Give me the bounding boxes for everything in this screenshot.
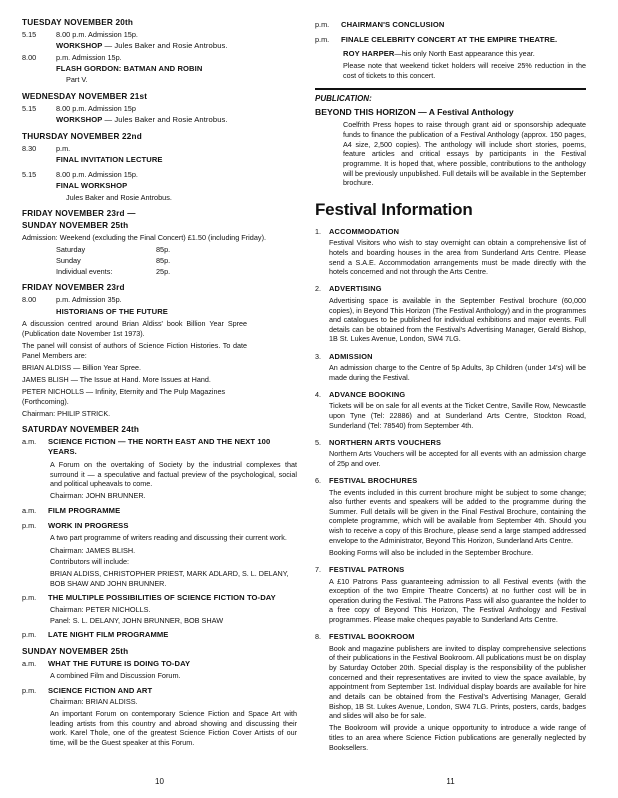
entry-time: p.m. [22,520,37,530]
event-chairman: Chairman: PETER NICHOLLS. [50,604,151,614]
event-title-text: WHAT THE FUTURE IS DOING TO-DAY [48,659,191,669]
schedule-day-heading: FRIDAY NOVEMBER 23rd — [22,209,136,219]
event-paragraph: The panel will consist of authors of Science Fiction Histories. To date Panel Members are: [22,340,247,360]
info-item-paragraph: An admission charge to the Centre of 5p Adults, 3p Children (under 14's) will be made during the Festival. [329,363,586,382]
info-item-number: 5. [315,437,321,447]
entry-time: a.m. [22,505,37,515]
info-item-number: 2. [315,284,321,294]
info-item-paragraph: Booking Forms will also be included in the September Brochure. [329,547,534,557]
info-item-title: ACCOMMODATION [329,226,400,236]
publication-body: Coelfrith Press hopes to raise through grant aid or sponsorship adequate funds to finance the publication of a Festival Anthology (approx. 150 pages, A4 size, 2,500 copies). The anthology will include short stories, poems, feature articles and critical essays by participants in the Festival programme. It is hoped that, where possible, contributions to the anthology will be previously unpublished. Full details will be available in the September brochure. [343,120,586,188]
publication-title: BEYOND THIS HORIZON — A Festival Anthology [315,107,514,118]
entry-time: 5.15 [22,30,37,39]
event-title-text: WORK IN PROGRESS [48,520,129,530]
info-item-number: 6. [315,476,321,486]
entry-time: a.m. [22,437,37,447]
price-label: Individual events: [56,266,113,276]
schedule-entry [22,437,297,457]
info-item [315,227,586,280]
schedule-entry [22,30,297,40]
event-title-text: LATE NIGHT FILM PROGRAMME [48,630,169,640]
info-item-paragraph: Northern Arts Vouchers will be accepted for all events with an admission charge of 25p and over. [329,449,586,468]
entry-time: 8.30 [22,144,37,154]
price-row [56,256,297,266]
schedule-event-title: FINAL INVITATION LECTURE [56,155,163,165]
price-row [56,267,297,277]
info-item-paragraph: Advertising space is available in the September Festival brochure (60,000 copies), in Beyond This Horizon (The Festival Anthology) and in the programmes and catalogues to be published for individual exhibitions and major events. Full details can be obtained from the Festival's Advertising Manager, Gerald Bishop, 1B St. Lukes Avenue, London, SW4 7LG. [329,295,586,344]
event-contributors: BRIAN ALDISS, CHRISTOPHER PRIEST, MARK ADLARD, S. L. DELANY, BOB SHAW AND JOHN BRUNNER. [50,568,289,588]
event-paragraph: PETER NICHOLLS — Infinity, Eternity and The Pulp Magazines (Forthcoming). [22,386,226,406]
event-title-text: THE MULTIPLE POSSIBILITIES OF SCIENCE FICTION TO-DAY [48,593,276,603]
schedule-day-heading: SUNDAY NOVEMBER 25th [22,221,129,231]
info-item [315,390,586,433]
schedule-entry [22,104,297,114]
info-item [315,565,586,627]
schedule-day-heading: TUESDAY NOVEMBER 20th [22,18,134,27]
entry-time: 8.00 [22,295,37,305]
entry-time: p.m. [22,593,37,603]
schedule-entry [22,53,297,63]
price-label: Saturday [56,244,86,254]
info-item-number: 3. [315,351,321,361]
price-value: 25p. [156,266,171,276]
event-paragraph: A Forum on the overtaking of Society by the industrial complexes that surround it — a speculative and factual preview of the psychological, social and political upheavals to come. [50,459,297,489]
info-item [315,352,586,385]
event-paragraph: JAMES BLISH — The Issue at Hand. More Issues at Hand. [22,374,211,384]
entry-time: p.m. [315,19,330,29]
entry-time: p.m. [315,34,330,44]
info-item-title: FESTIVAL PATRONS [329,565,405,575]
entry-text: 8.00 p.m. Admission 15p. [56,170,138,180]
schedule-day-heading: FRIDAY NOVEMBER 23rd [22,283,125,293]
price-value: 85p. [156,255,171,265]
info-item-title: FESTIVAL BOOKROOM [329,632,415,642]
event-panel: Panel: S. L. DELANY, JOHN BRUNNER, BOB SHAW [50,615,224,625]
schedule-day-heading: THURSDAY NOVEMBER 22nd [22,132,142,142]
entry-text: p.m. Admission 15p. [56,52,122,62]
festival-information-heading: Festival Information [315,199,473,219]
event-chairman: Chairman: JOHN BRUNNER. [50,491,146,501]
entry-time: p.m. [22,685,37,695]
schedule-entry [22,521,297,531]
info-item-title: FESTIVAL BROCHURES [329,476,418,486]
schedule-event-title [56,41,297,51]
event-paragraph: Chairman: PHILIP STRICK. [22,408,111,418]
entry-text: 8.00 p.m. Admission 15p. [56,30,138,39]
schedule-event-title: FINAL WORKSHOP [56,181,128,191]
left-page-column [22,18,297,792]
event-chairman: Chairman: JAMES BLISH. [50,545,136,555]
event-title-text: FILM PROGRAMME [48,505,121,515]
info-item-number: 4. [315,389,321,399]
info-item-title: ADMISSION [329,351,373,361]
info-item-title: ADVERTISING [329,284,382,294]
schedule-event-title: HISTORIANS OF THE FUTURE [56,306,168,316]
event-paragraph: An important Forum on contemporary Science Fiction and Space Art with leading artists from this country and abroad showing and discussing their work. Karel Thole, one of the greatest Science Fiction Cover Artists of our time, will be the Guest speaker at this Forum. [50,709,297,748]
schedule-entry [315,35,586,45]
schedule-entry [22,506,297,516]
info-item-number: 7. [315,565,321,575]
price-row [56,245,297,255]
info-item-number: 1. [315,226,321,236]
schedule-entry [22,170,297,180]
event-title-sub: — Jules Baker and Rosie Antrobus. [104,115,228,125]
event-paragraph: A discussion centred around Brian Aldiss' book Billion Year Spree (Publication date November 1st 1973). [22,319,247,338]
artist-name: ROY HARPER [343,48,395,58]
schedule-day-heading: WEDNESDAY NOVEMBER 21st [22,91,148,101]
info-item [315,476,586,560]
info-item-number: 8. [315,632,321,642]
event-artist [343,49,586,59]
event-title-text: WORKSHOP [56,115,103,125]
info-item-paragraph: Festival Visitors who wish to stay overnight can obtain a comprehensive list of hotels and boarding houses in the area from Sunderland Arts Centre. Please send a S.A.E. Accommodation arrangements must be made directly with the hotels concerned and not through the Arts Centre. [329,238,586,277]
event-chairman: Chairman: BRIAN ALDISS. [50,697,138,707]
event-note: A combined Film and Discussion Forum. [50,670,181,680]
entry-text: 8.00 p.m. Admission 15p [56,103,136,113]
publication-heading: PUBLICATION: [315,94,372,104]
price-value: 85p. [156,244,171,254]
event-title-text: WORKSHOP [56,41,103,51]
event-title-text: FINALE CELEBRITY CONCERT AT THE EMPIRE THEATRE. [341,34,558,44]
event-title-sub: — Jules Baker and Rosie Antrobus. [104,41,228,51]
entry-time: 5.15 [22,170,37,180]
event-paragraph: BRIAN ALDISS — Billion Year Spree. [22,362,142,372]
schedule-event-note: Jules Baker and Rosie Antrobus. [66,192,172,202]
info-item-paragraph: A £10 Patrons Pass guaranteeing admission to all Festival events (with the exception of the two Empire Theatre Concerts) at no further cost will be in operation during the Festival. The Patrons Pass will also guarantee the holder to a free copy of Beyond This Horizon, The Festival Anthology and Festival programmes. Please make cheques payable to Sunderland Arts Centre. [329,576,586,625]
concert-discount-note: Please note that weekend ticket holders will receive 25% reduction in the cost of tickets to this concert. [343,61,586,80]
schedule-day-heading: SATURDAY NOVEMBER 24th [22,425,140,435]
info-item-title: ADVANCE BOOKING [329,389,406,399]
event-title-text: SCIENCE FICTION — THE NORTH EAST AND THE NEXT 100 YEARS. [48,437,271,457]
info-item-title: NORTHERN ARTS VOUCHERS [329,437,442,447]
event-note: Contributors will include: [50,556,130,566]
schedule-event-title: FLASH GORDON: BATMAN AND ROBIN [56,63,203,73]
entry-time: p.m. [22,630,37,640]
schedule-event-title [56,115,297,125]
entry-time: a.m. [22,659,37,669]
info-item [315,438,586,471]
page-number-left: 10 [155,777,164,786]
right-page-column [315,18,586,792]
entry-time: 5.15 [22,103,37,113]
info-item-paragraph: The Bookroom will provide a unique opportunity to introduce a wide range of titles to an area where Science Fiction publications are generally neglected by Booksellers. [329,723,586,752]
schedule-entry [22,659,297,669]
schedule-entry [22,593,297,603]
entry-text: p.m. [56,144,71,154]
event-title-text: CHAIRMAN'S CONCLUSION [341,19,445,29]
price-label: Sunday [56,255,81,265]
schedule-day-heading: SUNDAY NOVEMBER 25th [22,647,129,657]
schedule-entry [22,686,297,696]
schedule-entry [22,144,297,154]
info-item-paragraph: Book and magazine publishers are invited to display comprehensive selections of their publications in the Festival Bookroom. All publications must be on display by Saturday October 20th. Special display is the responsibility of the publisher concerned and their representatives are invited to view the space available, by appointment from September 1st. Individual display boards are available for hire and details can be obtained from the Festival's Advertising Manager, Gerald Bishop, 1B St. Lukes Avenue, London, SW4 7LG. Prints, posters, cards, badges and slides will also be for sale. [329,643,586,721]
section-divider [315,88,586,90]
schedule-entry [315,20,586,30]
schedule-entry [22,295,297,305]
event-paragraph: A two part programme of writers reading and discussing their current work. [50,533,287,543]
info-item [315,284,586,346]
schedule-entry [22,630,297,640]
info-item [315,632,586,755]
info-item-paragraph: Tickets will be on sale for all events at the Ticket Centre, Saville Row, Newcastle upon Tyne (Tel: 22886) and at Sunderland Arts Centre, Stockton Road, Sunderland (Tel: 78540) from September 4th. [329,401,586,430]
info-item-paragraph: The events included in this current brochure might be subject to some change; also further events and speakers will be added to the programme during the Summer. Full details will be given in the Final Festival Brochure, containing the complete programme, which will be available from September 4th. Should you wish to receive a copy of this Brochure, please send a large stamped addressed envelope to the Administrator, Beyond This Horizon, Sunderland Arts Centre. [329,487,586,545]
artist-note: —his only North East appearance this year. [394,48,535,58]
page-number-right: 11 [446,777,455,786]
admission-note: Admission: Weekend (excluding the Final Concert) £1.50 (including Friday). [22,233,267,243]
event-title-text: SCIENCE FICTION AND ART [48,685,153,695]
entry-text: p.m. Admission 35p. [56,295,122,305]
entry-time: 8.00 [22,52,37,62]
schedule-event-note: Part V. [66,75,88,85]
